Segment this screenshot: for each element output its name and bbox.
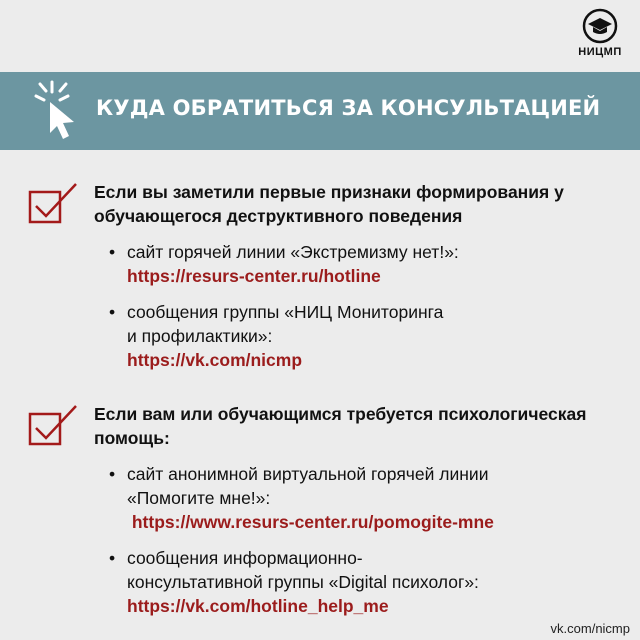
section-title: Если вам или обучающимся требуется психологическая помощь: xyxy=(94,404,587,448)
hotline-help-me-link[interactable]: https://vk.com/hotline_help_me xyxy=(127,596,389,616)
resource-list xyxy=(105,240,615,384)
list-item xyxy=(105,300,615,372)
item-text: сайт горячей линии «Экстремизму нет!»: xyxy=(127,242,459,262)
item-text: сообщения информационно- консультативной группы «Digital психолог»: xyxy=(127,548,479,592)
list-item xyxy=(105,462,615,534)
bullet-icon: • xyxy=(109,464,116,484)
resource-list xyxy=(105,462,615,630)
checkbox-checked-icon xyxy=(28,180,80,228)
footer-vk-link[interactable]: vk.com/nicmp xyxy=(550,621,630,636)
bullet-icon: • xyxy=(109,242,116,262)
logo xyxy=(572,8,628,58)
title-banner xyxy=(0,72,640,150)
hotline-link[interactable]: https://resurs-center.ru/hotline xyxy=(127,266,381,286)
cursor-click-icon xyxy=(30,78,86,142)
logo-text: НИЦМП xyxy=(578,46,622,58)
item-text: сообщения группы «НИЦ Мониторинга и профилактики»: xyxy=(127,302,444,346)
bullet-icon: • xyxy=(109,302,116,322)
section-title: Если вы заметили первые признаки формирования у обучающегося деструктивного поведения xyxy=(94,182,564,226)
graduation-cap-icon xyxy=(582,8,618,44)
item-text: сайт анонимной виртуальной горячей линии «Помогите мне!»: xyxy=(127,464,489,508)
bullet-icon: • xyxy=(109,548,116,568)
banner-title: КУДА ОБРАТИТЬСЯ ЗА КОНСУЛЬТАЦИЕЙ xyxy=(96,96,601,120)
vk-nicmp-link[interactable]: https://vk.com/nicmp xyxy=(127,350,303,370)
pomogite-mne-link[interactable]: https://www.resurs-center.ru/pomogite-mne xyxy=(127,512,494,532)
checkbox-checked-icon xyxy=(28,402,80,450)
list-item xyxy=(105,240,615,288)
list-item xyxy=(105,546,615,618)
